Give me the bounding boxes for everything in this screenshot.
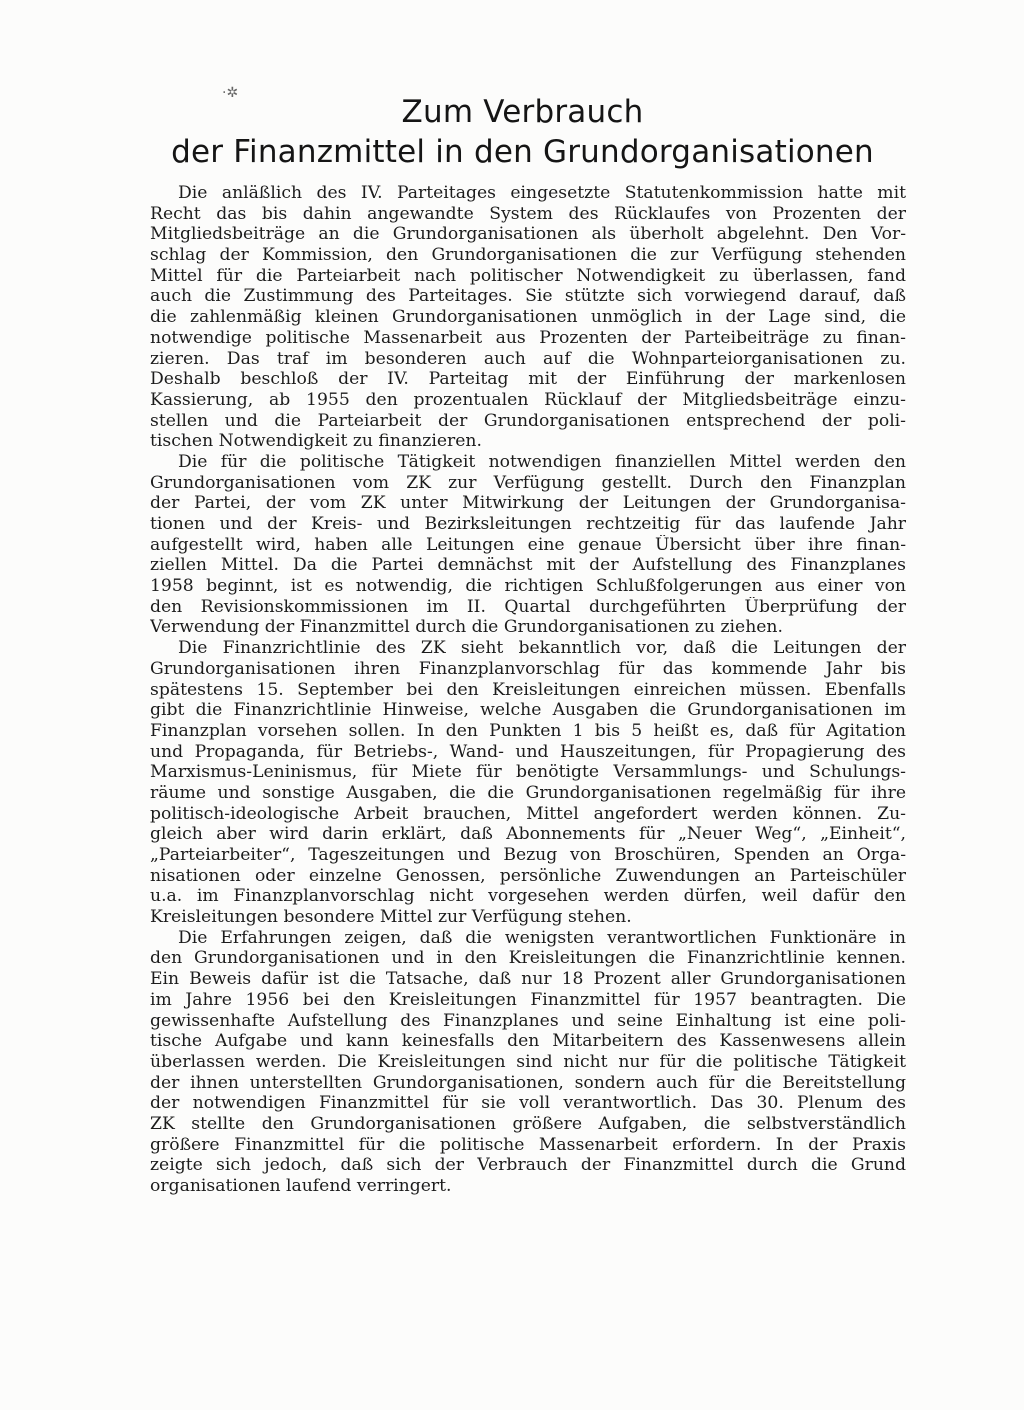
paragraph-line: Recht das bis dahin angewandte System des Rücklaufes von Prozenten der (150, 203, 906, 224)
paragraph-line: nisationen oder einzelne Genossen, persönliche Zuwendungen an Parteischüler (150, 865, 906, 886)
paragraph-line: ziellen Mittel. Da die Partei demnächst mit der Aufstellung des Finanzplanes (150, 555, 906, 576)
paragraph-line: Grundorganisationen vom ZK zur Verfügung gestellt. Durch den Finanzplan (150, 472, 906, 493)
paragraph-line: Ein Beweis dafür ist die Tatsache, daß nur 18 Prozent aller Grundorganisationen (150, 969, 906, 990)
paragraph-line: Die Finanzrichtlinie des ZK sieht bekanntlich vor, daß die Leitungen der (178, 638, 906, 659)
paragraph-line: Verwendung der Finanzmittel durch die Grundorganisationen zu ziehen. (150, 617, 783, 638)
paragraph-line: tische Aufgabe und kann keinesfalls den Mitarbeitern des Kassenwesens allein (150, 1031, 906, 1052)
page-title (150, 92, 895, 172)
paragraph-line: stellen und die Parteiarbeit der Grundorganisationen entsprechend der poli- (150, 410, 906, 431)
paragraph-line: organisationen laufend verringert. (150, 1176, 452, 1196)
paragraph-line: den Revisionskommissionen im II. Quartal durchgeführten Überprüfung der (150, 596, 906, 617)
paragraph-line: gewissenhafte Aufstellung des Finanzplanes und seine Einhaltung ist eine poli- (150, 1010, 906, 1031)
paragraph-line: zeigte sich jedoch, daß sich der Verbrauch der Finanzmittel durch die Grund (150, 1155, 906, 1176)
paragraph-line: Finanzplan vorsehen sollen. In den Punkten 1 bis 5 heißt es, daß für Agitation (150, 720, 906, 741)
ink-smudge-icon: ·✲ (222, 85, 239, 101)
paragraph-line: Die anläßlich des IV. Parteitages eingesetzte Statutenkommission hatte mit (178, 183, 906, 203)
paragraph-line: auch die Zustimmung des Parteitages. Sie stützte sich vorwiegend darauf, daß (150, 286, 906, 307)
paragraph-line: „Parteiarbeiter“, Tageszeitungen und Bezug von Broschüren, Spenden an Orga- (150, 845, 906, 865)
paragraph-line: der notwendigen Finanzmittel für sie voll verantwortlich. Das 30. Plenum des (150, 1093, 906, 1114)
paragraph (150, 183, 906, 452)
title-line-2: der Finanzmittel in den Grundorganisationen (171, 134, 874, 170)
paragraph-line: schlag der Kommission, den Grundorganisationen die zur Verfügung stehenden (150, 245, 906, 266)
paragraph-line: überlassen werden. Die Kreisleitungen sind nicht nur für die politische Tätigkeit (150, 1051, 906, 1072)
paragraph-line: tischen Notwendigkeit zu finanzieren. (150, 431, 482, 452)
paragraph (150, 928, 906, 1197)
paragraph-line: zieren. Das traf im besonderen auch auf die Wohnparteiorganisationen zu. (150, 348, 906, 369)
paragraph-line: Mitgliedsbeiträge an die Grundorganisationen als überholt abgelehnt. Den Vor- (150, 224, 906, 245)
paragraph-line: Deshalb beschloß der IV. Parteitag mit der Einführung der markenlosen (150, 369, 906, 390)
paragraph-line: Grundorganisationen ihren Finanzplanvorschlag für das kommende Jahr bis (150, 658, 906, 679)
paragraph-line: der ihnen unterstellten Grundorganisationen, sondern auch für die Bereitstellung (150, 1072, 906, 1093)
article-body (150, 183, 906, 1197)
title-line-1: Zum Verbrauch (401, 94, 644, 130)
paragraph-line: notwendige politische Massenarbeit aus Prozenten der Parteibeiträge zu finan- (150, 327, 906, 348)
paragraph (150, 638, 906, 928)
paragraph-line: politisch-ideologische Arbeit brauchen, Mittel angefordert werden können. Zu- (150, 803, 906, 824)
paragraph-line: räume und sonstige Ausgaben, die die Grundorganisationen regelmäßig für ihre (150, 782, 906, 803)
paragraph-line: die zahlenmäßig kleinen Grundorganisationen unmöglich in der Lage sind, die (150, 307, 906, 328)
paragraph-line: den Grundorganisationen und in den Kreisleitungen die Finanzrichtlinie kennen. (150, 948, 906, 969)
paragraph-line: und Propaganda, für Betriebs-, Wand- und Hauszeitungen, für Propagierung des (150, 741, 906, 762)
paragraph-line: Kassierung, ab 1955 den prozentualen Rücklauf der Mitgliedsbeiträge einzu- (150, 389, 906, 410)
paragraph-line: Die Erfahrungen zeigen, daß die wenigsten verantwortlichen Funktionäre in (178, 927, 906, 948)
paragraph (150, 452, 906, 638)
paragraph-line: spätestens 15. September bei den Kreisleitungen einreichen müssen. Ebenfalls (150, 679, 906, 700)
paragraph-line: im Jahre 1956 bei den Kreisleitungen Finanzmittel für 1957 beantragten. Die (150, 989, 906, 1010)
paragraph-line: gleich aber wird darin erklärt, daß Abonnements für „Neuer Weg“, „Einheit“, (150, 824, 906, 845)
paragraph-line: aufgestellt wird, haben alle Leitungen eine genaue Übersicht über ihre finan- (150, 534, 906, 555)
paragraph-line: Kreisleitungen besondere Mittel zur Verfügung stehen. (150, 907, 632, 928)
paragraph-line: größere Finanzmittel für die politische Massenarbeit erfordern. In der Praxis (150, 1134, 906, 1155)
paragraph-line: Die für die politische Tätigkeit notwendigen finanziellen Mittel werden den (178, 451, 906, 472)
paragraph-line: Marxismus-Leninismus, für Miete für benötigte Versammlungs- und Schulungs- (150, 762, 906, 783)
paragraph-line: Mittel für die Parteiarbeit nach politischer Notwendigkeit zu überlassen, fand (150, 265, 906, 286)
paragraph-line: ZK stellte den Grundorganisationen größere Aufgaben, die selbstverständlich (150, 1113, 906, 1134)
paragraph-line: 1958 beginnt, ist es notwendig, die richtigen Schlußfolgerungen aus einer von (150, 576, 906, 597)
paragraph-line: u.a. im Finanzplanvorschlag nicht vorgesehen werden dürfen, weil dafür den (150, 886, 906, 907)
paragraph-line: der Partei, der vom ZK unter Mitwirkung der Leitungen der Grundorganisa- (150, 493, 906, 514)
paragraph-line: gibt die Finanzrichtlinie Hinweise, welche Ausgaben die Grundorganisationen im (150, 700, 906, 721)
paragraph-line: tionen und der Kreis- und Bezirksleitungen rechtzeitig für das laufende Jahr (150, 514, 906, 534)
